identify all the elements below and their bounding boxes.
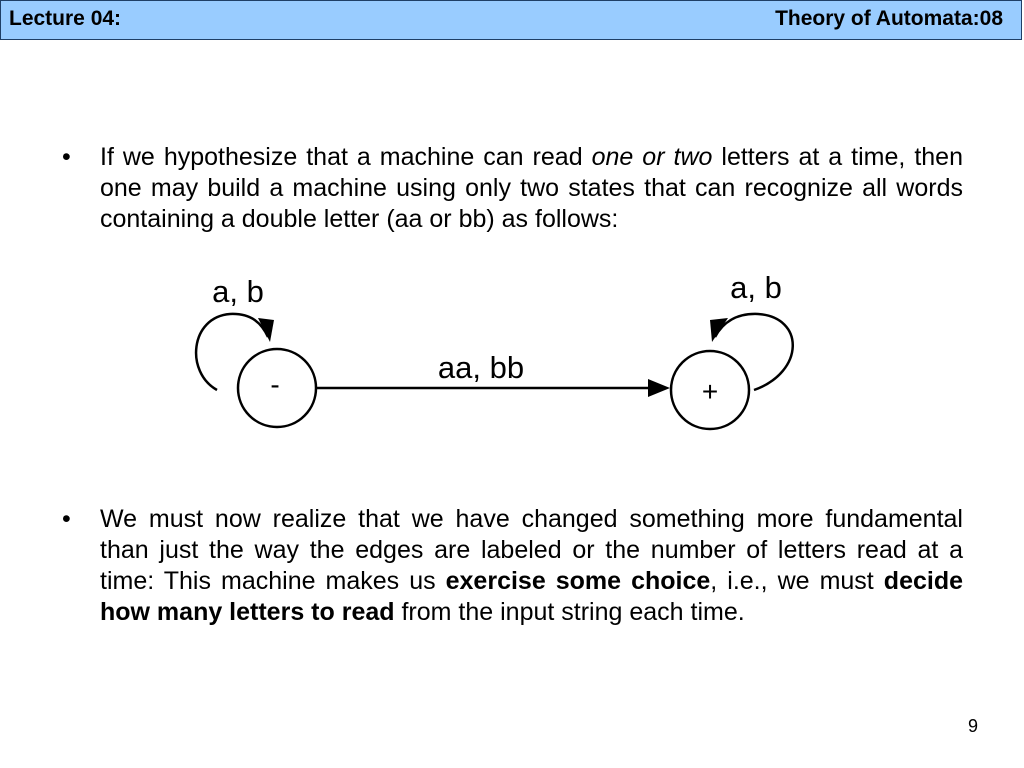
edge-label: aa, bb	[437, 350, 525, 385]
bullet-realization	[62, 504, 963, 628]
emphasis-one-or-two: one or two	[591, 143, 713, 171]
lecture-number: Lecture 04:	[9, 7, 122, 30]
page-number: 9	[967, 716, 978, 736]
header-bar	[0, 0, 1022, 40]
start-loop-label: a, b	[212, 274, 264, 309]
final-loop-arrowhead	[710, 318, 728, 342]
text-segment: , i.e., we must	[710, 567, 884, 595]
bullet-hypothesis-text	[100, 142, 963, 235]
transition-arrowhead	[648, 379, 670, 397]
text-segment: If we hypothesize that a machine can read	[100, 143, 592, 171]
text-segment: We must now realize that we have changed something more fundamental than just the way the edges are labeled or the number of letters read at a time: This machine makes us	[100, 505, 963, 595]
bold-exercise-some-choice: exercise some choice	[445, 567, 711, 595]
text-segment: from the input string each time.	[394, 598, 745, 626]
bullet-realization-text	[100, 504, 963, 628]
final-loop-label: a, b	[730, 270, 782, 305]
course-title: Theory of Automata:08	[775, 7, 1003, 30]
final-state-label: +	[701, 376, 719, 407]
bold-decide-how-many: decide how many letters to read	[100, 567, 963, 626]
bullet-dot: •	[62, 505, 71, 533]
start-state-label: -	[270, 369, 280, 400]
bullet-hypothesis	[62, 142, 963, 235]
start-loop-arrowhead	[258, 318, 274, 342]
fa-diagram	[180, 262, 820, 442]
text-segment: letters at a time, then one may build a machine using only two states that can recognize all words containing a double letter (aa or bb) as follows:	[100, 143, 963, 233]
bullet-dot: •	[62, 143, 71, 171]
